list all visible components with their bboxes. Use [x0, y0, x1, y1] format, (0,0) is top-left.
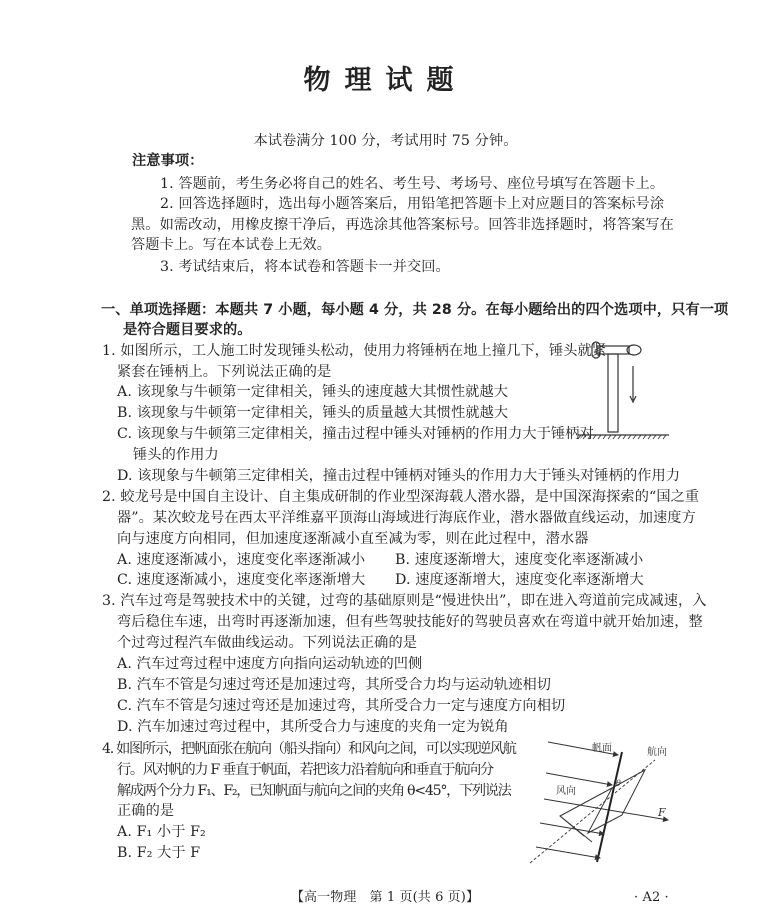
q3-option-c: C. 汽车不管是匀速过弯还是加速过弯，其所受合力一定与速度方向相切 [117, 698, 566, 714]
q1-option-b: B. 该现象与牛顿第一定律相关，锤头的质量越大其惯性就越大 [117, 405, 509, 421]
heading-label: 航向 [647, 747, 667, 758]
paper-code: · A2 · [634, 890, 669, 905]
question-3-stem: 3. 汽车过弯是驾驶技术中的关键，过弯的基础原则是“慢进快出”，即在进入弯道前完成减速，入 [102, 593, 707, 609]
question-3-stem: 弯后稳住车速，出弯时再逐渐加速，但有些驾驶技能好的驾驶员喜欢在弯道中就开始加速，整 [117, 614, 703, 630]
hammer-figure [575, 338, 670, 443]
question-2-stem: 2. 蛟龙号是中国自主设计、自主集成研制的作业型深海载人潜水器，是中国深海探索的“国之重 [102, 489, 700, 505]
section-heading: 一、单项选择题：本题共 7 小题，每小题 4 分，共 28 分。在每小题给出的四个选项中，只有一项 [101, 302, 729, 318]
notice-heading: 注意事项： [132, 153, 204, 169]
q4-option-b: B. F₂ 大于 F [117, 845, 201, 861]
q1-option-c-cont: 锤头的作用力 [133, 447, 219, 463]
section-heading: 是符合题目要求的。 [123, 322, 252, 338]
q3-option-b: B. 汽车不管是匀速过弯还是加速过弯，其所受合力均与运动轨迹相切 [117, 677, 552, 693]
question-4-stem: 正确的是 [117, 803, 175, 819]
q3-option-d: D. 汽车加速过弯过程中，其所受合力与速度的夹角一定为锐角 [117, 719, 509, 735]
page-title: 物理试题 [303, 65, 468, 96]
q2-option-d: D. 速度逐渐增大，速度变化率逐渐增大 [395, 572, 644, 588]
angle-label: θ [616, 779, 621, 788]
question-4-stem: 解成两个分力 F₁、F₂，已知帆面与航向之间的夹角 θ<45°，下列说法 [117, 783, 511, 799]
question-1-stem: 1. 如图所示，工人施工时发现锤头松动，使用力将锤柄在地上撞几下，锤头就紧 [102, 343, 607, 359]
notice-line: 2. 回答选择题时，选出每小题答案后，用铅笔把答题卡上对应题目的答案标号涂 [160, 196, 665, 212]
q2-option-c: C. 速度逐渐减小，速度变化率逐渐增大 [117, 572, 366, 588]
notice-line: 3. 考试结束后，将本试卷和答题卡一并交回。 [160, 259, 450, 275]
q2-option-b: B. 速度逐渐增大，速度变化率逐渐减小 [395, 552, 644, 568]
question-2-stem: 器”。某次蛟龙号在西太平洋维嘉平顶海山海域进行海底作业，潜水器做直线运动，加速度方 [117, 510, 696, 526]
sail-label: 帆面 [592, 743, 612, 754]
q4-option-a: A. F₁ 小于 F₂ [117, 824, 206, 840]
question-3-stem: 个过弯过程汽车做曲线运动。下列说法正确的是 [117, 635, 418, 651]
question-1-stem: 紧套在锤柄上。下列说法正确的是 [117, 364, 332, 380]
exam-info: 本试卷满分 100 分，考试用时 75 分钟。 [253, 133, 518, 149]
sail-figure [500, 738, 671, 868]
q1-option-a: A. 该现象与牛顿第一定律相关，锤头的速度越大其惯性就越大 [117, 384, 509, 400]
q1-option-d: D. 该现象与牛顿第三定律相关，撞击过程中锤柄对锤头的作用力大于锤头对锤柄的作用力 [117, 468, 681, 484]
q3-option-a: A. 汽车过弯过程中速度方向指向运动轨迹的凹侧 [117, 656, 423, 672]
force-label: F [658, 806, 666, 819]
page-footer: 【高一物理 第 1 页(共 6 页)】 [290, 890, 480, 905]
q2-option-a: A. 速度逐渐减小，速度变化率逐渐减小 [117, 552, 366, 568]
question-4-stem: 行。风对帆的力 F 垂直于帆面，若把该力沿着航向和垂直于航向分 [117, 762, 493, 778]
q1-option-c: C. 该现象与牛顿第三定律相关，撞击过程中锤头对锤柄的作用力大于锤柄对 [117, 426, 594, 442]
wind-label: 风向 [556, 786, 576, 797]
question-2-stem: 向与速度方向相同，但加速度逐渐减小直至减为零，则在此过程中，潜水器 [117, 531, 589, 547]
notice-line: 答题卡上。写在本试卷上无效。 [131, 237, 332, 253]
notice-line: 黑。如需改动，用橡皮擦干净后，再选涂其他答案标号。回答非选择题时，将答案写在 [131, 217, 674, 233]
notice-line: 1. 答题前，考生务必将自己的姓名、考生号、考场号、座位号填写在答题卡上。 [160, 176, 665, 192]
question-4-stem: 4. 如图所示，把帆面张在航向（船头指向）和风向之间，可以实现逆风航 [102, 741, 516, 757]
